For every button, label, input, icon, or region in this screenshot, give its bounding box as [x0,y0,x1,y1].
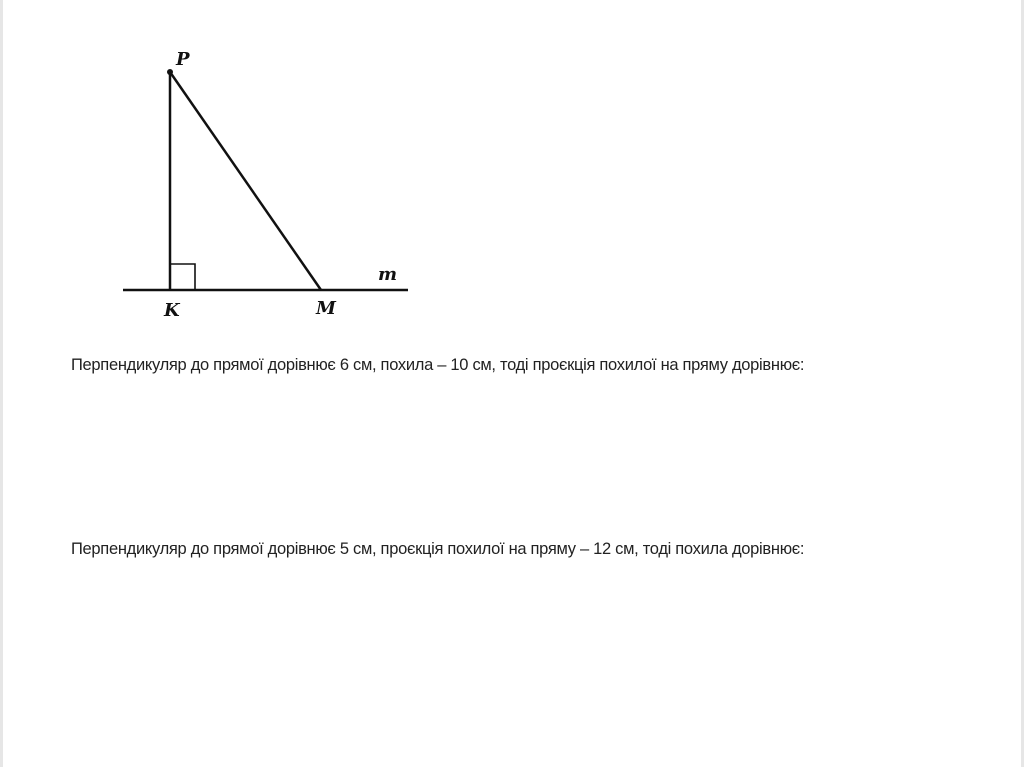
label-p: P [176,49,190,70]
triangle-diagram [118,40,418,330]
slant-pm [170,72,321,290]
label-line-m: m [378,264,398,285]
label-k: K [164,300,180,321]
point-p-dot [167,69,173,75]
question-1: Перпендикуляр до прямої дорівнює 6 см, похила – 10 см, тоді проєкція похилої на пряму дорівнює: [71,356,805,374]
right-angle-marker [170,264,195,290]
question-2: Перпендикуляр до прямої дорівнює 5 см, проєкція похилої на пряму – 12 см, тоді похила дорівнює: [71,540,805,558]
geometry-figure [118,40,418,330]
label-m-point: M [316,298,336,319]
